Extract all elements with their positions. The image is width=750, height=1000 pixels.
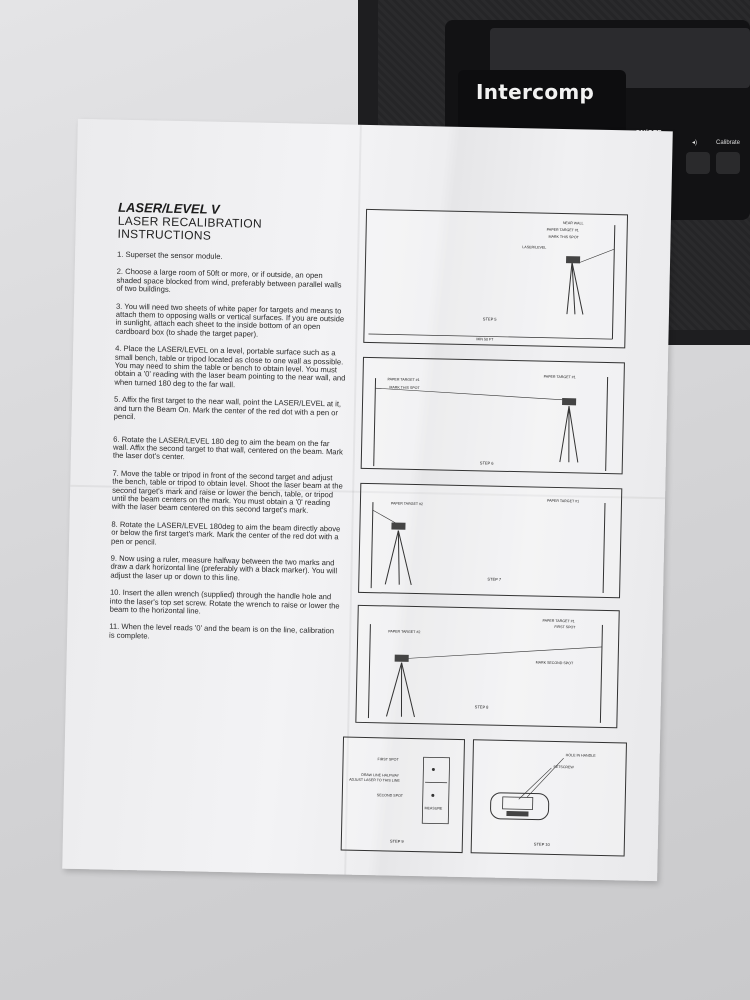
step-6: 6. Rotate the LASER/LEVEL 180 deg to aim the beam on the far wall. Affix the second target to that wall, centered on the beam. Mark the laser dot's center.: [112, 434, 344, 462]
label-paper-target-1-far: PAPER TARGET #1: [543, 374, 576, 380]
label-hole-in-handle: HOLE IN HANDLE: [565, 753, 596, 758]
step-9: 9. Now using a ruler, measure halfway between the two marks and draw a dark horizontal line (preferably with a black marker). You will adjust the laser up or down to this line.: [110, 553, 338, 583]
label-paper-target-1: PAPER TARGET #1: [546, 227, 579, 233]
label-min-distance: MIN 50 FT: [476, 337, 494, 342]
label-first-spot: FIRST SPOT: [377, 757, 399, 762]
diagram-step-10-svg: [472, 740, 626, 855]
step-number: STEP 7: [487, 576, 502, 582]
step-number: STEP 6: [479, 460, 494, 466]
label-paper-target-1: PAPER TARGET #1: [387, 377, 420, 383]
label-first-spot: FIRST SPOT: [554, 624, 576, 630]
sheet-title: LASER/LEVEL V: [117, 199, 220, 217]
instructions-column: [109, 200, 350, 654]
diagram-step-7-svg: [359, 484, 621, 597]
label-paper-target-2: PAPER TARGET #2: [390, 501, 424, 507]
brand-label: Intercomp: [476, 80, 595, 104]
step-1: 1. Superset the sensor module.: [116, 249, 223, 261]
label-setscrew: SETSCREW: [553, 764, 574, 770]
step-2: 2. Choose a large room of 50ft or more, or if outside, an open shaded space blocked from wind, preferably between parallel walls of two buildings.: [116, 267, 342, 295]
step-8: 8. Rotate the LASER/LEVEL 180deg to aim the beam directly above or below the first target's mark. Mark the center of the red dot with a pen or pencil.: [110, 519, 341, 547]
label-mark-this-spot: MARK THIS SPOT: [389, 385, 420, 391]
label-paper-target-2: PAPER TARGET #2: [388, 629, 421, 635]
calibrate-label: Calibrate: [716, 140, 741, 146]
diagram-step-5: [363, 209, 628, 348]
label-paper-target-1: PAPER TARGET #1: [542, 618, 575, 624]
label-paper-target-1: PAPER TARGET #1: [546, 498, 580, 504]
diagram-step-10: [471, 739, 627, 856]
step-11: 11. When the level reads '0' and the beam is on the line, calibration is complete.: [109, 622, 335, 641]
device-button-2[interactable]: [686, 152, 710, 174]
diagram-step-9-svg: [342, 738, 464, 852]
step-4: 4. Place the LASER/LEVEL on a level, portable surface such as a small bench, table or tripod located as close to one wall as possible. You may need to shim the table or bench to obtain level. You must obtain a '0' reading with the laser beam pointing to the near wall, and when turned 180 deg to the far wall.: [114, 343, 346, 390]
label-laser-level: LASER/LEVEL: [522, 245, 547, 250]
label-mark-this-spot: MARK THIS SPOT: [548, 234, 579, 240]
step-7: 7. Move the table or tripod in front of the second target and adjust the bench, table or tripod to obtain level. Shoot the laser beam at the second target's mark and raise or lower the bench, table, or tripod until the beam centers on the mark. You must obtain a '0' reading with the laser beam centered on this second target's mark.: [111, 468, 343, 516]
sheet-subtitle: LASER RECALIBRATION INSTRUCTIONS: [117, 213, 263, 243]
step-number: STEP 9: [389, 838, 404, 844]
label-measure: MEASURE: [424, 806, 443, 811]
diagram-step-8: [355, 605, 619, 728]
label-adjust-laser: ADJUST LASER TO THIS LINE: [349, 777, 400, 783]
diagram-step-6: [361, 357, 625, 474]
diagram-step-9: [341, 737, 465, 854]
diagram-step-6-svg: [362, 358, 624, 473]
step-10: 10. Insert the allen wrench (supplied) through the handle hole and into the laser's top set screw. Rotate the wrench to raise or lower the beam to the horizontal line.: [109, 587, 340, 616]
step-number: STEP 10: [533, 841, 550, 847]
step-5: 5. Affix the first target to the near wall, point the LASER/LEVEL at it, and turn the Beam On. Mark the center of the red dot with a pen or pencil.: [113, 394, 342, 422]
label-mark-second-spot: MARK SECOND SPOT: [535, 660, 574, 666]
instruction-sheet: [62, 119, 673, 881]
speaker-icon: ◂): [692, 140, 698, 146]
device-button-3[interactable]: [716, 152, 740, 174]
diagram-step-7: [358, 483, 622, 598]
label-draw-line-halfway: DRAW LINE HALFWAY: [361, 772, 400, 778]
step-number: STEP 5: [482, 316, 497, 322]
diagram-step-8-svg: [356, 606, 618, 727]
step-number: STEP 8: [474, 704, 489, 710]
label-second-spot: SECOND SPOT: [376, 793, 404, 798]
step-3: 3. You will need two sheets of white paper for targets and means to attach them to opposing walls or vertical surfaces. If you are outside in sunlight, attach each sheet to the inside bottom of an open cardboard box (to shade the target paper).: [115, 301, 345, 339]
label-near-wall: NEAR WALL: [562, 221, 584, 226]
diagram-step-5-svg: [364, 210, 627, 347]
